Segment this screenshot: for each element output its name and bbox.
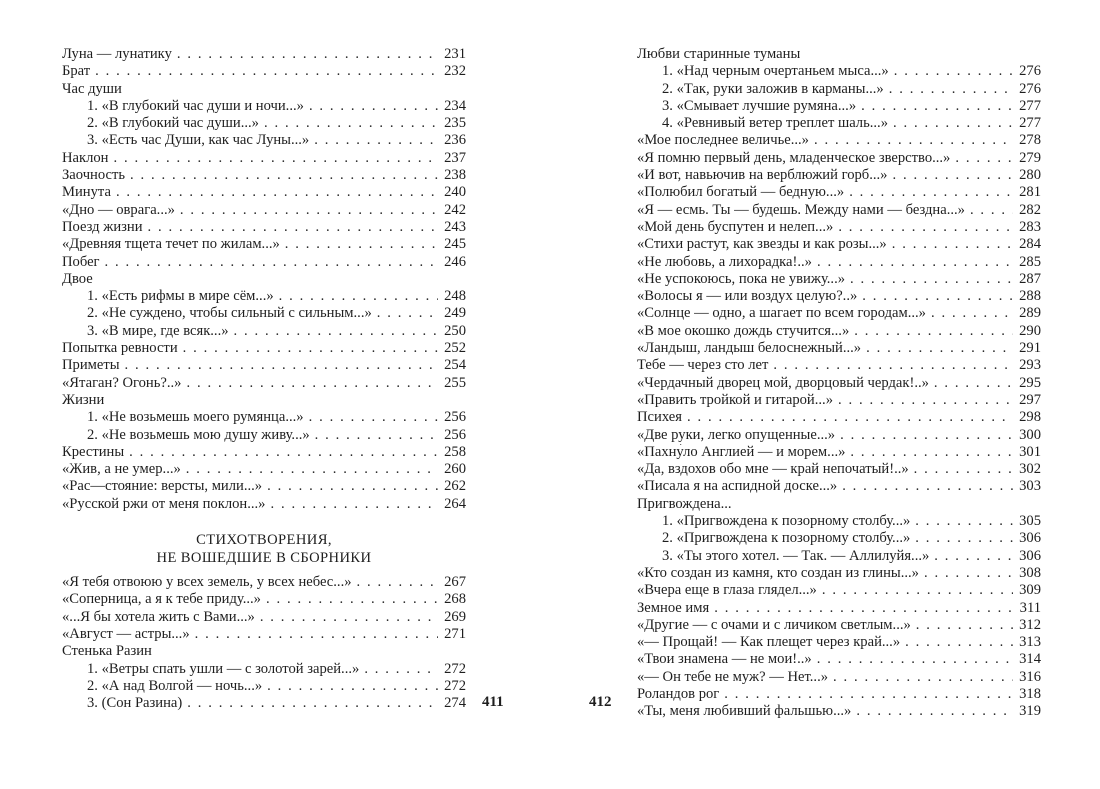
toc-entry-page: 308 [1019, 564, 1041, 581]
toc-entry-page: 260 [444, 461, 466, 478]
toc-entry [637, 115, 1041, 132]
toc-entry-title: 1. «Над черным очертаньем мыса...» [662, 63, 889, 80]
toc-entry-dots [116, 184, 438, 201]
toc-entry-title: Приметы [62, 357, 120, 374]
toc-entry-dots [125, 357, 438, 374]
toc-entry-page: 234 [444, 97, 466, 114]
toc-entry [62, 340, 466, 357]
toc-entry [637, 63, 1041, 80]
toc-entry-dots [195, 626, 438, 643]
toc-entry-dots [817, 651, 1013, 668]
toc-entry-page: 279 [1019, 149, 1041, 166]
toc-entry [62, 496, 466, 513]
toc-entry [62, 236, 466, 253]
toc-entry-title: «Соперница, а я к тебе приду...» [62, 591, 261, 608]
toc-entry-title: «Да, вздохов обо мне — край непочатый!..» [637, 461, 909, 478]
toc-entry-title: 2. «Не суждено, чтобы сильный с сильным...» [87, 305, 372, 322]
toc-entry-page: 280 [1019, 167, 1041, 184]
toc-entry-title: «В мое окошко дождь стучится...» [637, 322, 850, 339]
toc-entry-page: 262 [444, 478, 466, 495]
toc-entry-title: 3. «Смывает лучшие румяна...» [662, 97, 857, 114]
toc-entry-dots [186, 461, 438, 478]
toc-entry [637, 254, 1041, 271]
toc-entry-dots [114, 150, 439, 167]
toc-entry-title: «Мое последнее величье...» [637, 132, 809, 149]
toc-entry-page: 289 [1019, 305, 1041, 322]
toc-entry-dots [905, 634, 1013, 651]
toc-entry-dots [850, 271, 1013, 288]
toc-entry-page: 282 [1019, 201, 1041, 218]
toc-entry [637, 427, 1041, 444]
toc-entry [62, 46, 466, 63]
toc-entry-page: 319 [1019, 703, 1041, 720]
toc-entry-page: 258 [444, 443, 466, 460]
toc-entry-title: 1. «В глубокий час души и ночи...» [87, 97, 304, 114]
toc-entry-dots [234, 323, 438, 340]
toc-entry-page: 293 [1019, 357, 1041, 374]
toc-entry-title: «Полюбил богатый — бедную...» [637, 184, 845, 201]
toc-entry [62, 626, 466, 643]
section-heading-line: НЕ ВОШЕДШИЕ В СБОРНИКИ [156, 550, 372, 567]
toc-entry-dots [266, 591, 438, 608]
toc-entry-title: «...Я бы хотела жить с Вами...» [62, 608, 255, 625]
toc-entry-dots [187, 695, 438, 712]
toc-entry-dots [364, 661, 438, 678]
toc-entry [637, 409, 1041, 426]
toc-entry-page: 274 [444, 695, 466, 712]
toc-entry-dots [714, 600, 1013, 617]
toc-entry-dots [314, 132, 438, 149]
toc-entry [637, 219, 1041, 236]
toc-entry [62, 574, 466, 591]
toc-entry [637, 530, 1041, 547]
toc-entry-dots [849, 184, 1013, 201]
toc-entry [62, 63, 466, 80]
toc-entry-page: 264 [444, 495, 466, 512]
toc-entry-dots [183, 340, 438, 357]
toc-entry-dots [924, 565, 1013, 582]
toc-entry [637, 81, 1041, 98]
toc-entry-page: 287 [1019, 270, 1041, 287]
toc-entry-title: 3. «В мире, где всяк...» [87, 322, 229, 339]
toc-entry-page: 271 [444, 625, 466, 642]
toc-entry-title: Луна — лунатику [62, 46, 172, 62]
toc-entry-page: 291 [1019, 340, 1041, 357]
toc-entry-dots [129, 444, 438, 461]
toc-entry-page: 276 [1019, 63, 1041, 80]
toc-entry [637, 392, 1041, 409]
toc-entry-title: «Древняя тщета течет по жилам...» [62, 236, 280, 253]
toc-entry-page: 240 [444, 184, 466, 201]
toc-entry-page: 277 [1019, 115, 1041, 132]
toc-entry-title: 2. «В глубокий час души...» [87, 115, 259, 132]
toc-entry [637, 150, 1041, 167]
toc-entry-title: «Не успокоюсь, пока не увижу...» [637, 270, 846, 287]
toc-entry [637, 357, 1041, 374]
toc-entry-title: Заочность [62, 167, 126, 184]
toc-entry-dots [105, 254, 438, 271]
toc-entry-title: 4. «Ревнивый ветер треплет шаль...» [662, 115, 888, 132]
toc-entry-page: 297 [1019, 391, 1041, 408]
toc-entry-title: «Кто создан из камня, кто создан из глины...» [637, 564, 919, 581]
toc-entry-page: 236 [444, 132, 466, 149]
toc-entry-dots [842, 478, 1013, 495]
toc-entry [62, 427, 466, 444]
toc-entry-dots [838, 392, 1013, 409]
toc-entry [62, 288, 466, 305]
toc-entry-page: 255 [444, 374, 466, 391]
toc-entry [62, 695, 466, 712]
toc-entry-title: «Я — есмь. Ты — будешь. Между нами — бездна...» [637, 201, 965, 218]
toc-entry [62, 444, 466, 461]
toc-entry-title: Любви старинные туманы [637, 46, 801, 62]
section-heading-line: СТИХОТВОРЕНИЯ, [196, 532, 332, 549]
toc-entry [637, 513, 1041, 530]
toc-entry-page: 306 [1019, 547, 1041, 564]
toc-entry [62, 219, 466, 236]
toc-entry-page: 314 [1019, 651, 1041, 668]
toc-entry-page: 300 [1019, 426, 1041, 443]
toc-entry-page: 318 [1019, 685, 1041, 702]
toc-entry [637, 600, 1041, 617]
toc-entry [637, 271, 1041, 288]
toc-entry-dots [724, 686, 1013, 703]
toc-entry-page: 269 [444, 608, 466, 625]
toc-entry [62, 184, 466, 201]
toc-entry-page: 295 [1019, 374, 1041, 391]
toc-entry-dots [270, 496, 438, 513]
toc-entry [62, 678, 466, 695]
toc-entry-title: 1. «Ветры спать ушли — с золотой зарей...» [87, 660, 360, 677]
toc-entry-dots [309, 98, 438, 115]
toc-entry-dots [850, 444, 1013, 461]
toc-entry [62, 323, 466, 340]
toc-entry-page: 237 [444, 149, 466, 166]
toc-entry-page: 272 [444, 677, 466, 694]
toc-entry-dots [833, 669, 1013, 686]
toc-entry-dots [309, 409, 438, 426]
toc-entry-title: «Мой день буспутен и нелеп...» [637, 218, 834, 235]
toc-entry-title: «Солнце — одно, а шагает по всем городам...» [637, 305, 926, 322]
toc-entry-page: 290 [1019, 322, 1041, 339]
toc-entry-title: «Писала я на аспидной доске...» [637, 478, 838, 495]
toc-entry [637, 340, 1041, 357]
toc-entry-page: 242 [444, 201, 466, 218]
toc-entry-dots [931, 305, 1013, 322]
toc-entry-title: 3. «Ты этого хотел. — Так. — Аллилуйя...» [662, 547, 930, 564]
toc-entry [62, 254, 466, 271]
toc-entry [637, 375, 1041, 392]
toc-entry-page: 313 [1019, 634, 1041, 651]
toc-entry-page: 231 [444, 46, 466, 62]
toc-entry-title: «Волосы я — или воздух целую?..» [637, 288, 858, 305]
toc-entry-title: «Другие — с очами и с личиком светлым...» [637, 616, 911, 633]
folio-left-page-number: 411 [482, 694, 504, 710]
toc-entry-title: Пригвождена... [637, 495, 732, 512]
toc-entry-page: 303 [1019, 478, 1041, 495]
toc-entry [637, 496, 1041, 513]
toc-entry-page: 249 [444, 305, 466, 322]
toc-entry-title: 2. «Не возьмешь мою душу живу...» [87, 426, 310, 443]
toc-entry-title: «Рас—стояние: версты, мили...» [62, 478, 263, 495]
toc-entry-dots [814, 132, 1013, 149]
toc-entry-title: «Пахну́ло Англией — и морем...» [637, 443, 846, 460]
toc-entry-page: 272 [444, 660, 466, 677]
toc-entry-dots [840, 427, 1013, 444]
toc-entry-page: 278 [1019, 132, 1041, 149]
toc-entry-page: 256 [444, 426, 466, 443]
toc-entry-title: Двое [62, 270, 93, 287]
toc-entry [62, 478, 466, 495]
toc-entry [62, 271, 466, 288]
toc-entry-title: «Русской ржи от меня поклон...» [62, 495, 266, 512]
toc-entry-title: Попытка ревности [62, 340, 178, 357]
toc-entry-dots [934, 375, 1013, 392]
toc-entry [637, 323, 1041, 340]
toc-entry [637, 288, 1041, 305]
toc-page-right [637, 46, 1041, 721]
toc-entry-dots [893, 115, 1013, 132]
toc-entry-dots [934, 548, 1013, 565]
toc-entry-title: «Жив, а не умер...» [62, 461, 181, 478]
toc-entry-page: 250 [444, 322, 466, 339]
toc-entry [637, 46, 1041, 63]
toc-entry-dots [970, 202, 1013, 219]
toc-entry [637, 651, 1041, 668]
toc-entry-title: Крестины [62, 443, 125, 460]
toc-entry-page: 301 [1019, 443, 1041, 460]
toc-entry [637, 236, 1041, 253]
toc-entry [62, 132, 466, 149]
toc-entry [62, 375, 466, 392]
toc-entry-dots [862, 288, 1013, 305]
toc-entry-dots [838, 219, 1013, 236]
toc-entry-title: Земное имя [637, 599, 710, 616]
toc-entry-title: Стенька Разин [62, 643, 152, 660]
toc-entry-title: 2. «Пригвождена к позорному столбу...» [662, 530, 911, 547]
toc-entry [62, 202, 466, 219]
toc-entry-title: «Вчера еще в глаза глядел...» [637, 582, 817, 599]
toc-entry-page: 245 [444, 236, 466, 253]
toc-entry-title: «Твои знамена — не мои!..» [637, 651, 812, 668]
toc-entry-page: 281 [1019, 184, 1041, 201]
toc-entry [62, 643, 466, 660]
toc-entry [637, 548, 1041, 565]
toc-entry-dots [817, 254, 1013, 271]
toc-entry-dots [916, 617, 1013, 634]
toc-entry-dots [866, 340, 1013, 357]
toc-entry-dots [177, 46, 438, 63]
toc-entry-title: «Ты, меня любивший фальшью...» [637, 703, 852, 720]
toc-entry-dots [267, 478, 438, 495]
toc-entry-title: «Стихи растут, как звезды и как розы...» [637, 236, 887, 253]
folio-right-page-number: 412 [589, 694, 612, 710]
toc-entry-title: Минута [62, 184, 111, 201]
toc-entry [62, 81, 466, 98]
toc-entry-title: «Ландыш, ландыш белоснежный...» [637, 340, 862, 357]
toc-entry-title: 1. «Пригвождена к позорному столбу...» [662, 513, 911, 530]
toc-entry-title: Час души [62, 80, 122, 97]
toc-entry-page: 235 [444, 115, 466, 132]
toc-entry-title: Тебе — через сто лет [637, 357, 769, 374]
toc-entry-dots [315, 427, 438, 444]
toc-entry-dots [856, 703, 1013, 720]
toc-entry-page: 305 [1019, 513, 1041, 530]
toc-entry-title: «Две руки, легко опущенные...» [637, 426, 836, 443]
toc-entry-page: 276 [1019, 80, 1041, 97]
toc-entry [637, 305, 1041, 322]
toc-entry-title: «— Он тебе не муж? — Нет...» [637, 668, 829, 685]
toc-entry-title: «Не любовь, а лихорадка!..» [637, 253, 812, 270]
toc-entry [62, 392, 466, 409]
toc-entry-dots [186, 375, 438, 392]
toc-entry-page: 283 [1019, 218, 1041, 235]
toc-entry-title: «Править тройкой и гитарой...» [637, 391, 833, 408]
toc-entry [637, 582, 1041, 599]
toc-entry [62, 461, 466, 478]
toc-entry-page: 267 [444, 574, 466, 591]
toc-entry-dots [357, 574, 438, 591]
toc-entry-page: 306 [1019, 530, 1041, 547]
toc-entry-page: 312 [1019, 616, 1041, 633]
toc-entry-dots [285, 236, 438, 253]
toc-entry [637, 478, 1041, 495]
toc-entry-page: 302 [1019, 461, 1041, 478]
toc-entry-dots [915, 530, 1013, 547]
toc-entry [62, 150, 466, 167]
toc-entry-page: 288 [1019, 288, 1041, 305]
toc-entry-title: 3. (Сон Разина) [87, 695, 183, 712]
toc-entry-dots [854, 323, 1013, 340]
toc-entry-dots [264, 115, 438, 132]
toc-entry-dots [861, 98, 1013, 115]
toc-entry-dots [148, 219, 438, 236]
toc-entry-title: «Чердачный дворец мой, дворцовый чердак!..» [637, 374, 929, 391]
toc-entry-title: «— Прощай! — Как плещет через край...» [637, 634, 901, 651]
toc-entry-title: Наклон [62, 149, 109, 166]
toc-entry-title: «Я тебя отвоюю у всех земель, у всех небес...» [62, 574, 352, 591]
toc-page-left [62, 46, 466, 712]
toc-entry-dots [894, 63, 1013, 80]
toc-entry [62, 98, 466, 115]
toc-entry-dots [955, 150, 1013, 167]
toc-entry [62, 357, 466, 374]
toc-entry-title: Психея [637, 409, 682, 426]
toc-entry [62, 591, 466, 608]
toc-entry-title: 1. «Есть рифмы в мире сём...» [87, 288, 274, 305]
toc-entry [637, 703, 1041, 720]
toc-entry [62, 609, 466, 626]
toc-entry [637, 565, 1041, 582]
toc-entry-title: 2. «А над Волгой — ночь...» [87, 677, 263, 694]
toc-entry [637, 461, 1041, 478]
toc-entry-page: 285 [1019, 253, 1041, 270]
toc-entry [62, 305, 466, 322]
toc-entry-dots [180, 202, 438, 219]
toc-entry-title: «Я помню первый день, младенческое зверство...» [637, 149, 951, 166]
toc-entry-page: 311 [1019, 599, 1041, 616]
toc-entry-title: Брат [62, 63, 91, 80]
toc-entry [637, 132, 1041, 149]
toc-entry-page: 309 [1019, 582, 1041, 599]
toc-entry-title: Поезд жизни [62, 218, 143, 235]
toc-entry-dots [377, 305, 438, 322]
toc-entry-page: 316 [1019, 668, 1041, 685]
toc-entry-title: Жизни [62, 391, 105, 408]
toc-entry-page: 256 [444, 409, 466, 426]
toc-entry-dots [915, 513, 1013, 530]
toc-entry-dots [687, 409, 1013, 426]
toc-entry-page: 248 [444, 288, 466, 305]
toc-entry-dots [822, 582, 1013, 599]
toc-entry-page: 246 [444, 253, 466, 270]
toc-entry [637, 669, 1041, 686]
toc-entry-page: 243 [444, 218, 466, 235]
toc-entry-dots [892, 167, 1013, 184]
toc-entry [637, 686, 1041, 703]
toc-entry-title: Роландов рог [637, 685, 720, 702]
toc-entry [62, 661, 466, 678]
toc-entry-dots [889, 81, 1013, 98]
toc-entry-dots [130, 167, 438, 184]
toc-entry-page: 238 [444, 167, 466, 184]
toc-entry-title: 2. «Так, руки заложив в карманы...» [662, 80, 884, 97]
toc-entry-title: Побег [62, 253, 100, 270]
toc-entry-title: «Ятаган? Огонь?..» [62, 374, 182, 391]
toc-entry [637, 634, 1041, 651]
toc-entry-title: «Август — астры...» [62, 625, 190, 642]
toc-entry-title: «Дно — оврага...» [62, 201, 175, 218]
toc-entry-page: 232 [444, 63, 466, 80]
toc-entry-title: 1. «Не возьмешь моего румянца...» [87, 409, 304, 426]
toc-entry [637, 617, 1041, 634]
toc-entry [637, 184, 1041, 201]
toc-entry [637, 98, 1041, 115]
toc-entry [62, 115, 466, 132]
toc-entry-dots [914, 461, 1013, 478]
section-heading [62, 531, 466, 567]
toc-entry-dots [95, 63, 438, 80]
toc-entry-dots [773, 357, 1013, 374]
toc-entry [62, 409, 466, 426]
toc-entry-dots [260, 609, 438, 626]
toc-entry-page: 252 [444, 340, 466, 357]
toc-entry [637, 167, 1041, 184]
toc-entry-page: 284 [1019, 236, 1041, 253]
toc-entry-page: 277 [1019, 97, 1041, 114]
toc-entry-dots [892, 236, 1013, 253]
toc-entry [637, 444, 1041, 461]
toc-entry-page: 268 [444, 591, 466, 608]
toc-entry-page: 298 [1019, 409, 1041, 426]
toc-entry-title: 3. «Есть час Души, как час Луны...» [87, 132, 310, 149]
toc-entry-page: 254 [444, 357, 466, 374]
toc-entry [637, 202, 1041, 219]
toc-entry-dots [279, 288, 438, 305]
toc-entry [62, 167, 466, 184]
toc-entry-title: «И вот, навьючив на верблюжий горб...» [637, 167, 888, 184]
toc-entry-dots [267, 678, 438, 695]
